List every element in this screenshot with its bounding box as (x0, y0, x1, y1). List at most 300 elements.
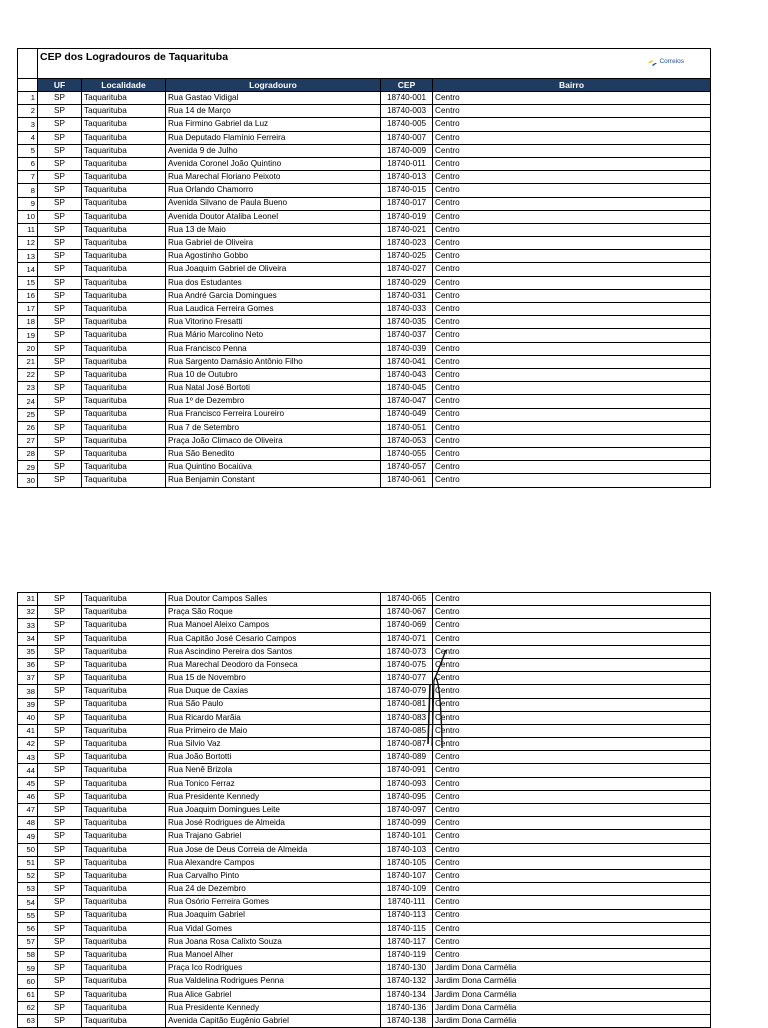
cell-logradouro: Rua Presidente Kennedy (166, 1001, 381, 1014)
cell-uf: SP (38, 263, 82, 276)
table-row (18, 632, 711, 645)
table-row (18, 184, 711, 197)
table-row (18, 698, 711, 711)
table-row (18, 988, 711, 1001)
table-row (18, 368, 711, 381)
cell-uf: SP (38, 883, 82, 896)
cell-uf: SP (38, 434, 82, 447)
cell-cep: 18740-025 (381, 250, 433, 263)
table-row (18, 1015, 711, 1028)
table-row (18, 935, 711, 948)
row-number: 45 (18, 777, 38, 790)
cell-bairro: Centro (433, 408, 711, 421)
cell-cep: 18740-057 (381, 461, 433, 474)
cell-uf: SP (38, 382, 82, 395)
table-row (18, 856, 711, 869)
cell-cep: 18740-029 (381, 276, 433, 289)
cell-logradouro: Rua 13 de Maio (166, 223, 381, 236)
cell-logradouro: Avenida Capitão Eugênio Gabriel (166, 1015, 381, 1028)
cell-bairro: Centro (433, 724, 711, 737)
cell-localidade: Taquarituba (82, 316, 166, 329)
row-number: 57 (18, 935, 38, 948)
cell-localidade: Taquarituba (82, 184, 166, 197)
cell-uf: SP (38, 869, 82, 882)
cell-bairro: Centro (433, 738, 711, 751)
cell-localidade: Taquarituba (82, 329, 166, 342)
cell-cep: 18740-049 (381, 408, 433, 421)
cell-bairro: Centro (433, 434, 711, 447)
cell-bairro: Centro (433, 869, 711, 882)
cell-cep: 18740-095 (381, 790, 433, 803)
header-localidade: Localidade (82, 79, 166, 92)
page-title: CEP dos Logradouros de Taquarituba (38, 49, 433, 79)
cell-logradouro: Rua Joaquim Domingues Leite (166, 804, 381, 817)
cell-uf: SP (38, 804, 82, 817)
cell-uf: SP (38, 606, 82, 619)
cell-uf: SP (38, 461, 82, 474)
table-row (18, 421, 711, 434)
header-row (18, 79, 711, 92)
header-bairro: Bairro (433, 79, 711, 92)
cell-uf: SP (38, 184, 82, 197)
cell-uf: SP (38, 777, 82, 790)
cell-localidade: Taquarituba (82, 869, 166, 882)
logo-cell (433, 49, 711, 79)
cell-cep: 18740-099 (381, 817, 433, 830)
cell-localidade: Taquarituba (82, 92, 166, 105)
cell-localidade: Taquarituba (82, 830, 166, 843)
cell-bairro: Centro (433, 131, 711, 144)
cell-localidade: Taquarituba (82, 777, 166, 790)
cell-logradouro: Rua Francisco Ferreira Loureiro (166, 408, 381, 421)
title-row (18, 49, 711, 79)
cell-bairro: Centro (433, 711, 711, 724)
cell-localidade: Taquarituba (82, 223, 166, 236)
row-number: 46 (18, 790, 38, 803)
cell-bairro: Centro (433, 184, 711, 197)
cell-cep: 18740-105 (381, 856, 433, 869)
row-number: 27 (18, 434, 38, 447)
table-row (18, 197, 711, 210)
cell-bairro: Centro (433, 382, 711, 395)
cell-bairro: Centro (433, 342, 711, 355)
table-row (18, 804, 711, 817)
cell-cep: 18740-003 (381, 105, 433, 118)
row-number: 34 (18, 632, 38, 645)
table-row (18, 711, 711, 724)
cell-localidade: Taquarituba (82, 685, 166, 698)
row-number: 3 (18, 118, 38, 131)
cell-cep: 18740-077 (381, 672, 433, 685)
cell-bairro: Centro (433, 329, 711, 342)
cell-cep: 18740-039 (381, 342, 433, 355)
cell-cep: 18740-041 (381, 355, 433, 368)
cell-bairro: Centro (433, 118, 711, 131)
cell-cep: 18740-031 (381, 289, 433, 302)
table-row (18, 593, 711, 606)
cell-logradouro: Praça Ico Rodrigues (166, 962, 381, 975)
row-number: 18 (18, 316, 38, 329)
cell-uf: SP (38, 395, 82, 408)
cell-bairro: Centro (433, 856, 711, 869)
cell-cep: 18740-043 (381, 368, 433, 381)
cell-cep: 18740-136 (381, 1001, 433, 1014)
row-number: 36 (18, 658, 38, 671)
cell-logradouro: Rua Firmino Gabriel da Luz (166, 118, 381, 131)
cell-cep: 18740-001 (381, 92, 433, 105)
cell-uf: SP (38, 289, 82, 302)
cell-localidade: Taquarituba (82, 804, 166, 817)
cell-bairro: Centro (433, 223, 711, 236)
cell-logradouro: Rua Valdelina Rodrigues Penna (166, 975, 381, 988)
cell-bairro: Centro (433, 368, 711, 381)
cell-localidade: Taquarituba (82, 118, 166, 131)
cell-logradouro: Rua Tonico Ferraz (166, 777, 381, 790)
cell-cep: 18740-130 (381, 962, 433, 975)
header-blank (18, 79, 38, 92)
cell-uf: SP (38, 724, 82, 737)
cep-table-page-2 (17, 592, 711, 1028)
cell-localidade: Taquarituba (82, 672, 166, 685)
cell-bairro: Centro (433, 593, 711, 606)
cell-logradouro: Avenida Coronel João Quintino (166, 157, 381, 170)
cell-logradouro: Rua Jose de Deus Correia de Almeida (166, 843, 381, 856)
table-row (18, 395, 711, 408)
row-number: 39 (18, 698, 38, 711)
cell-cep: 18740-103 (381, 843, 433, 856)
cell-logradouro: Rua 15 de Novembro (166, 672, 381, 685)
cell-localidade: Taquarituba (82, 263, 166, 276)
cell-localidade: Taquarituba (82, 382, 166, 395)
header-uf: UF (38, 79, 82, 92)
cell-localidade: Taquarituba (82, 593, 166, 606)
table-row (18, 223, 711, 236)
cell-localidade: Taquarituba (82, 896, 166, 909)
table-row (18, 909, 711, 922)
cell-uf: SP (38, 658, 82, 671)
table-row (18, 883, 711, 896)
cell-localidade: Taquarituba (82, 303, 166, 316)
row-number: 23 (18, 382, 38, 395)
cell-cep: 18740-101 (381, 830, 433, 843)
cell-logradouro: Rua São Paulo (166, 698, 381, 711)
cell-uf: SP (38, 223, 82, 236)
cell-localidade: Taquarituba (82, 408, 166, 421)
cell-uf: SP (38, 738, 82, 751)
cell-logradouro: Rua 1º de Dezembro (166, 395, 381, 408)
cell-uf: SP (38, 237, 82, 250)
row-number: 26 (18, 421, 38, 434)
cell-bairro: Jardim Dona Carmélia (433, 962, 711, 975)
row-number: 25 (18, 408, 38, 421)
cell-logradouro: Rua Deputado Flamínio Ferreira (166, 131, 381, 144)
row-number: 30 (18, 474, 38, 487)
cell-uf: SP (38, 922, 82, 935)
cell-localidade: Taquarituba (82, 342, 166, 355)
cell-cep: 18740-013 (381, 171, 433, 184)
cell-uf: SP (38, 711, 82, 724)
cell-localidade: Taquarituba (82, 395, 166, 408)
cell-bairro: Centro (433, 421, 711, 434)
row-number: 60 (18, 975, 38, 988)
cep-table-page-1 (17, 48, 711, 488)
cell-cep: 18740-045 (381, 382, 433, 395)
cell-bairro: Jardim Dona Carmélia (433, 988, 711, 1001)
table-row (18, 289, 711, 302)
cell-logradouro: Rua Manoel Aleixo Campos (166, 619, 381, 632)
row-number: 58 (18, 949, 38, 962)
row-number: 6 (18, 157, 38, 170)
cell-uf: SP (38, 645, 82, 658)
cell-bairro: Centro (433, 751, 711, 764)
cell-uf: SP (38, 988, 82, 1001)
table-row (18, 382, 711, 395)
cell-cep: 18740-113 (381, 909, 433, 922)
cell-logradouro: Rua Primeiro de Maio (166, 724, 381, 737)
row-number: 37 (18, 672, 38, 685)
table-row (18, 355, 711, 368)
table-row (18, 724, 711, 737)
cell-bairro: Centro (433, 395, 711, 408)
cell-cep: 18740-087 (381, 738, 433, 751)
row-number: 8 (18, 184, 38, 197)
cell-logradouro: Rua Benjamin Constant (166, 474, 381, 487)
row-number: 61 (18, 988, 38, 1001)
cell-logradouro: Rua Mário Marcolino Neto (166, 329, 381, 342)
cell-localidade: Taquarituba (82, 949, 166, 962)
cell-localidade: Taquarituba (82, 698, 166, 711)
cell-logradouro: Rua São Benedito (166, 448, 381, 461)
cell-localidade: Taquarituba (82, 962, 166, 975)
cell-cep: 18740-007 (381, 131, 433, 144)
cell-localidade: Taquarituba (82, 764, 166, 777)
cell-uf: SP (38, 764, 82, 777)
row-number: 1 (18, 92, 38, 105)
table-row (18, 276, 711, 289)
cell-localidade: Taquarituba (82, 658, 166, 671)
cell-uf: SP (38, 698, 82, 711)
cell-logradouro: Rua Alexandre Campos (166, 856, 381, 869)
cell-localidade: Taquarituba (82, 131, 166, 144)
cell-logradouro: Rua Capitão José Cesario Campos (166, 632, 381, 645)
cell-uf: SP (38, 197, 82, 210)
cell-logradouro: Rua Sargento Damásio Antônio Filho (166, 355, 381, 368)
table-row (18, 619, 711, 632)
cell-uf: SP (38, 474, 82, 487)
cell-cep: 18740-053 (381, 434, 433, 447)
cell-uf: SP (38, 144, 82, 157)
row-number: 21 (18, 355, 38, 368)
cell-bairro: Centro (433, 237, 711, 250)
cell-localidade: Taquarituba (82, 843, 166, 856)
row-number: 47 (18, 804, 38, 817)
cell-localidade: Taquarituba (82, 883, 166, 896)
logo-text: Correios (659, 58, 684, 66)
table-row (18, 118, 711, 131)
cell-uf: SP (38, 303, 82, 316)
row-number: 19 (18, 329, 38, 342)
table-row (18, 316, 711, 329)
cell-uf: SP (38, 672, 82, 685)
cell-logradouro: Rua Marechal Deodoro da Fonseca (166, 658, 381, 671)
cell-uf: SP (38, 276, 82, 289)
cell-bairro: Centro (433, 632, 711, 645)
cell-cep: 18740-055 (381, 448, 433, 461)
cell-logradouro: Rua Ricardo Marãia (166, 711, 381, 724)
table-row (18, 434, 711, 447)
table-row (18, 92, 711, 105)
table-row (18, 658, 711, 671)
table-row (18, 342, 711, 355)
cell-logradouro: Rua Presidente Kennedy (166, 790, 381, 803)
cell-cep: 18740-047 (381, 395, 433, 408)
cell-uf: SP (38, 329, 82, 342)
title-blank-cell (18, 49, 38, 79)
cell-localidade: Taquarituba (82, 197, 166, 210)
table-row (18, 817, 711, 830)
cell-uf: SP (38, 1001, 82, 1014)
cell-cep: 18740-069 (381, 619, 433, 632)
cell-uf: SP (38, 210, 82, 223)
cell-bairro: Centro (433, 171, 711, 184)
cell-uf: SP (38, 355, 82, 368)
cell-cep: 18740-097 (381, 804, 433, 817)
correios-logo (648, 59, 684, 66)
table-row (18, 869, 711, 882)
cell-cep: 18740-081 (381, 698, 433, 711)
cell-cep: 18740-138 (381, 1015, 433, 1028)
cell-cep: 18740-093 (381, 777, 433, 790)
row-number: 56 (18, 922, 38, 935)
cell-cep: 18740-019 (381, 210, 433, 223)
table-row (18, 738, 711, 751)
table-row (18, 962, 711, 975)
cell-bairro: Centro (433, 883, 711, 896)
row-number: 62 (18, 1001, 38, 1014)
cell-uf: SP (38, 593, 82, 606)
cell-bairro: Centro (433, 197, 711, 210)
cell-bairro: Centro (433, 672, 711, 685)
cell-uf: SP (38, 843, 82, 856)
cell-bairro: Centro (433, 461, 711, 474)
cell-localidade: Taquarituba (82, 935, 166, 948)
row-number: 15 (18, 276, 38, 289)
cell-logradouro: Rua Ascindino Pereira dos Santos (166, 645, 381, 658)
cell-localidade: Taquarituba (82, 724, 166, 737)
cell-cep: 18740-085 (381, 724, 433, 737)
cell-uf: SP (38, 856, 82, 869)
table-row (18, 764, 711, 777)
row-number: 32 (18, 606, 38, 619)
cell-logradouro: Rua Alice Gabriel (166, 988, 381, 1001)
cell-logradouro: Rua Nenê Brizola (166, 764, 381, 777)
table-row (18, 843, 711, 856)
row-number: 49 (18, 830, 38, 843)
table-row (18, 751, 711, 764)
table-row (18, 329, 711, 342)
cell-uf: SP (38, 92, 82, 105)
row-number: 59 (18, 962, 38, 975)
cell-logradouro: Rua 10 de Outubro (166, 368, 381, 381)
row-number: 29 (18, 461, 38, 474)
cell-uf: SP (38, 316, 82, 329)
cell-logradouro: Avenida Doutor Ataliba Leonel (166, 210, 381, 223)
cell-localidade: Taquarituba (82, 171, 166, 184)
table-row (18, 790, 711, 803)
cell-cep: 18740-021 (381, 223, 433, 236)
cell-logradouro: Rua 7 de Setembro (166, 421, 381, 434)
row-number: 31 (18, 593, 38, 606)
cell-uf: SP (38, 342, 82, 355)
cell-localidade: Taquarituba (82, 474, 166, 487)
cell-bairro: Centro (433, 909, 711, 922)
cell-logradouro: Rua André Garcia Domingues (166, 289, 381, 302)
cell-bairro: Centro (433, 698, 711, 711)
row-number: 48 (18, 817, 38, 830)
cell-localidade: Taquarituba (82, 988, 166, 1001)
cell-uf: SP (38, 619, 82, 632)
cell-localidade: Taquarituba (82, 975, 166, 988)
table-row (18, 237, 711, 250)
cell-logradouro: Rua Agostinho Gobbo (166, 250, 381, 263)
cell-uf: SP (38, 935, 82, 948)
cell-bairro: Centro (433, 949, 711, 962)
table-row (18, 949, 711, 962)
cell-bairro: Centro (433, 92, 711, 105)
cell-cep: 18740-075 (381, 658, 433, 671)
cell-bairro: Centro (433, 935, 711, 948)
cell-uf: SP (38, 368, 82, 381)
table-row (18, 830, 711, 843)
row-number: 28 (18, 448, 38, 461)
cell-cep: 18740-035 (381, 316, 433, 329)
cell-cep: 18740-111 (381, 896, 433, 909)
table-row (18, 448, 711, 461)
table-row (18, 922, 711, 935)
cell-localidade: Taquarituba (82, 276, 166, 289)
row-number: 11 (18, 223, 38, 236)
cell-cep: 18740-089 (381, 751, 433, 764)
cell-bairro: Centro (433, 210, 711, 223)
table-row (18, 250, 711, 263)
cell-cep: 18740-117 (381, 935, 433, 948)
cell-uf: SP (38, 118, 82, 131)
cell-localidade: Taquarituba (82, 711, 166, 724)
cell-bairro: Centro (433, 804, 711, 817)
row-number: 24 (18, 395, 38, 408)
cell-logradouro: Rua 14 de Março (166, 105, 381, 118)
cell-bairro: Centro (433, 790, 711, 803)
cell-logradouro: Rua José Rodrigues de Almeida (166, 817, 381, 830)
cell-localidade: Taquarituba (82, 448, 166, 461)
cell-uf: SP (38, 105, 82, 118)
cell-bairro: Centro (433, 303, 711, 316)
table-row (18, 131, 711, 144)
cell-bairro: Centro (433, 289, 711, 302)
cell-bairro: Centro (433, 896, 711, 909)
row-number: 9 (18, 197, 38, 210)
cell-logradouro: Rua dos Estudantes (166, 276, 381, 289)
cell-localidade: Taquarituba (82, 421, 166, 434)
cell-uf: SP (38, 157, 82, 170)
table-row (18, 303, 711, 316)
row-number: 40 (18, 711, 38, 724)
table-row (18, 672, 711, 685)
cell-localidade: Taquarituba (82, 1015, 166, 1028)
cell-uf: SP (38, 131, 82, 144)
row-number: 10 (18, 210, 38, 223)
cell-logradouro: Praça João Climaco de Oliveira (166, 434, 381, 447)
